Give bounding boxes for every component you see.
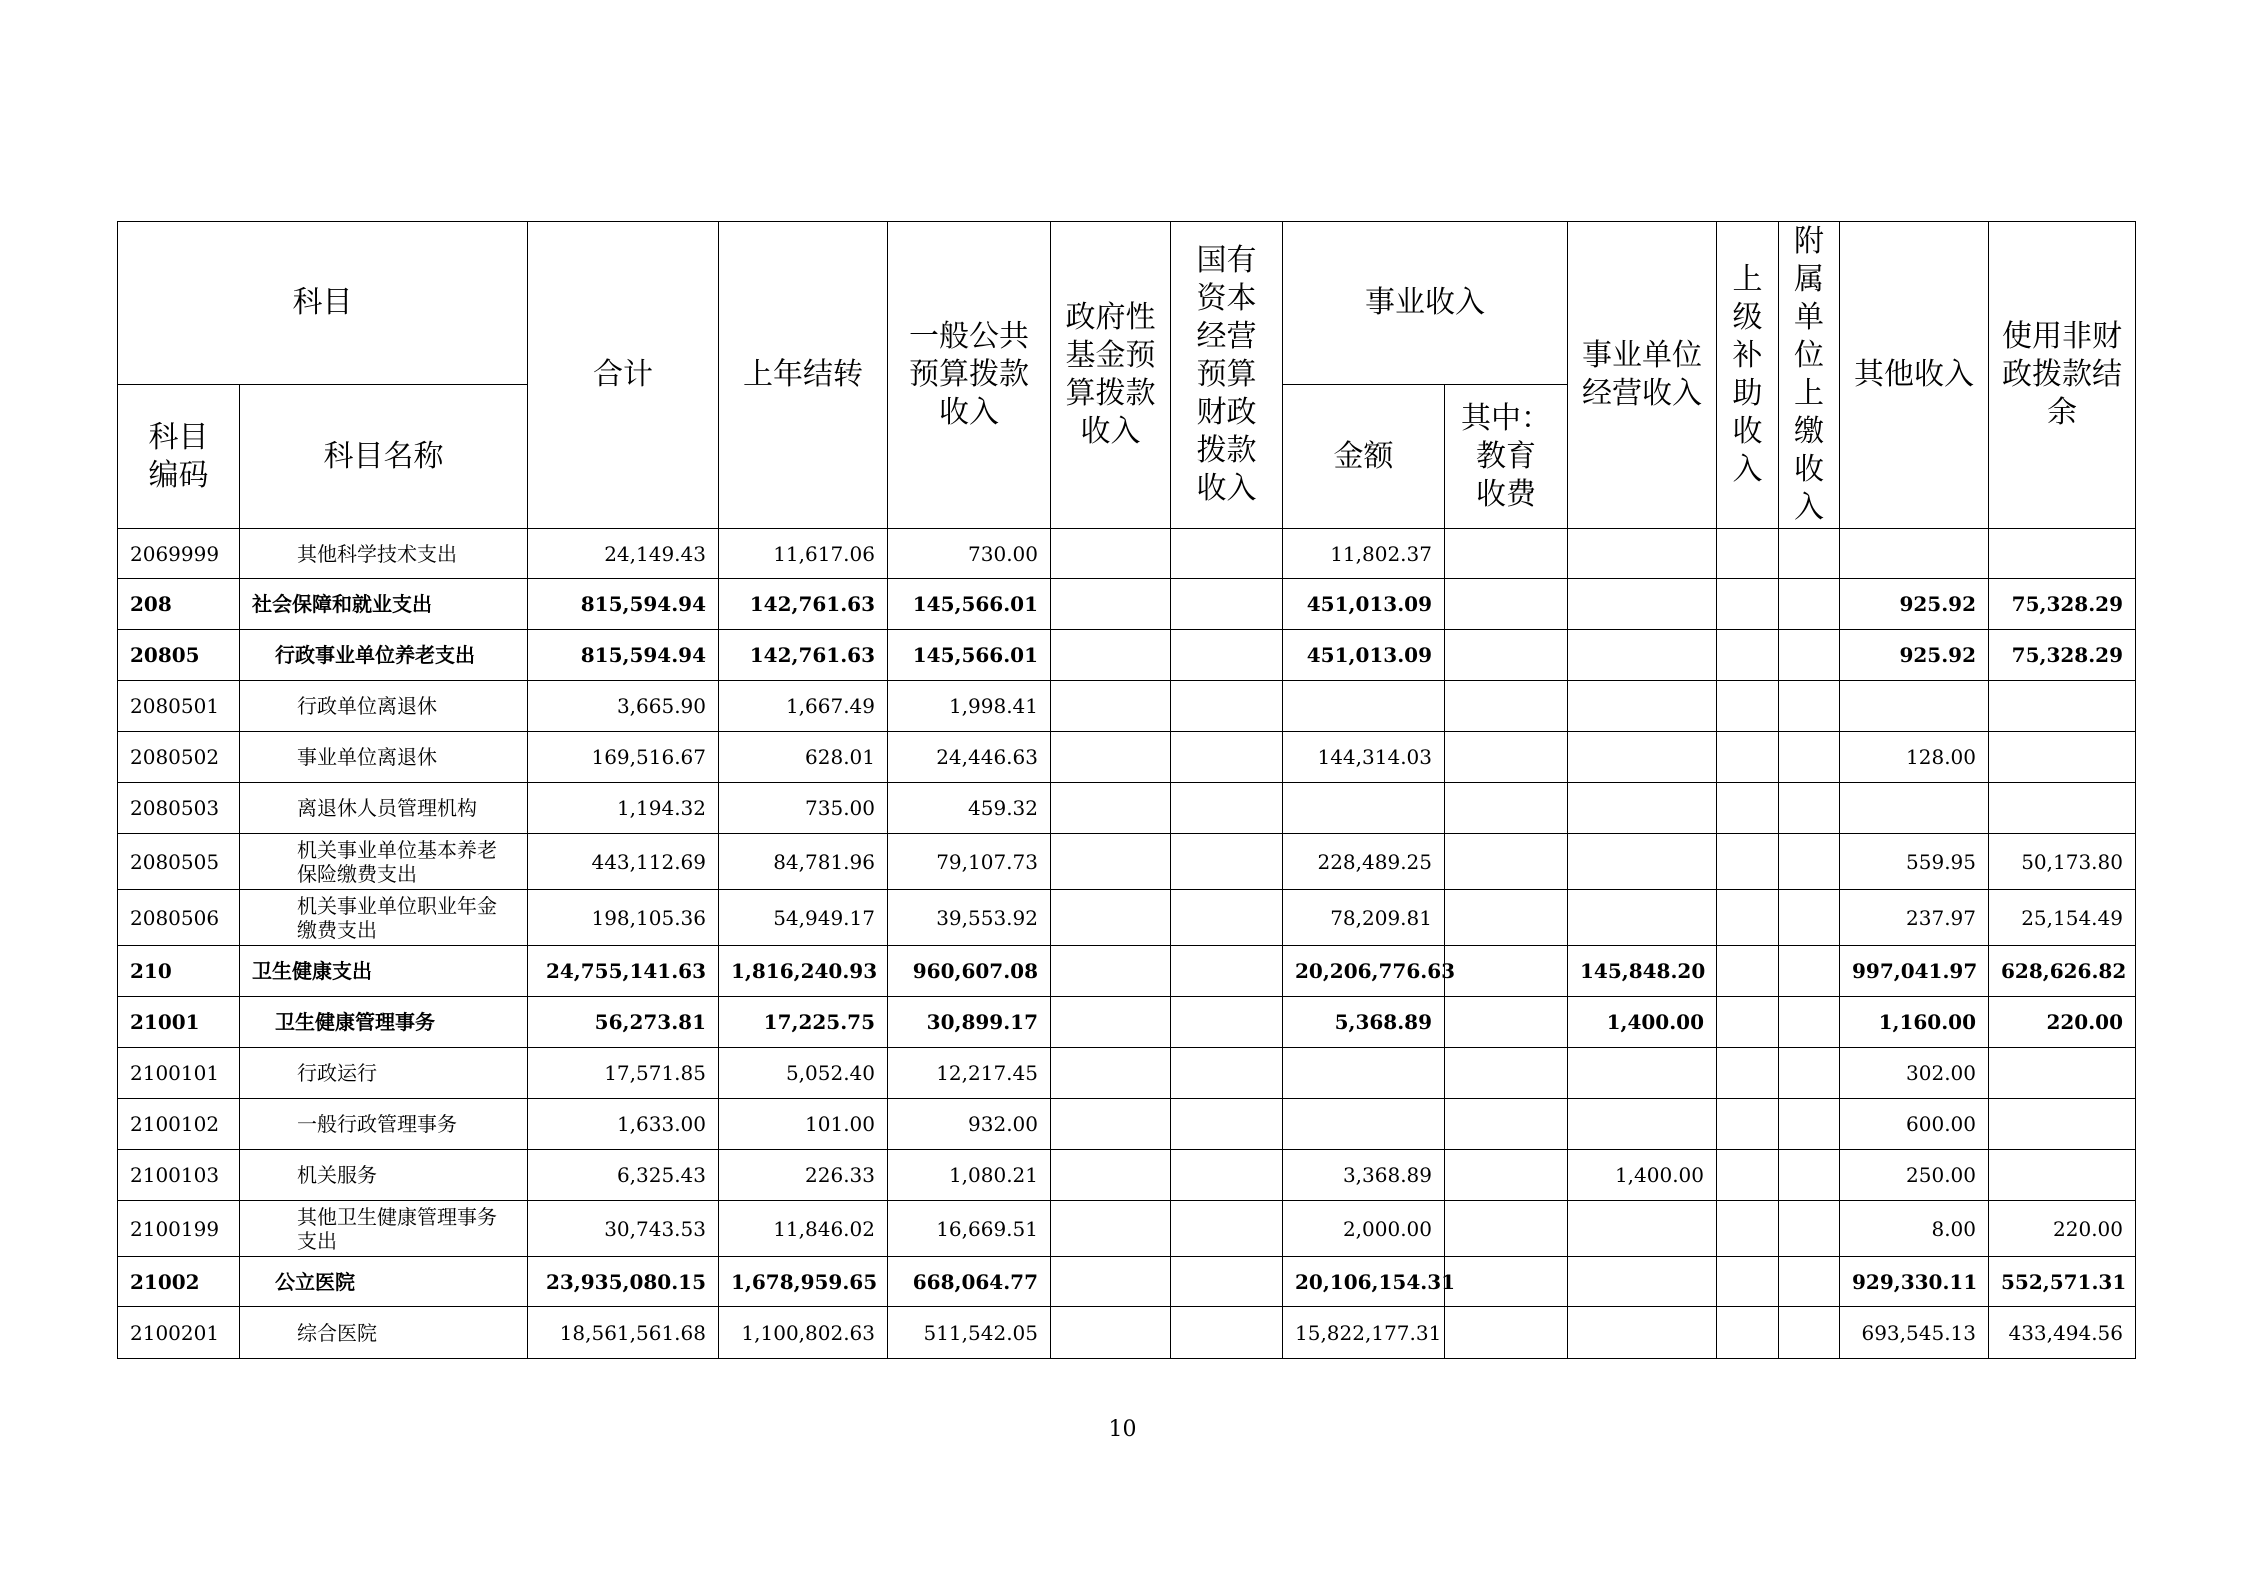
cell-superior-subsidy bbox=[1717, 890, 1779, 946]
cell-general-budget: 932.00 bbox=[888, 1099, 1051, 1150]
cell-operating-income: 1,400.00 bbox=[1568, 997, 1717, 1048]
cell-education-fee bbox=[1445, 1201, 1568, 1257]
cell-operating-income bbox=[1568, 732, 1717, 783]
table-row bbox=[118, 997, 2136, 1048]
header-affiliated-remit: 附 属 单 位 上 缴 收 入 bbox=[1779, 222, 1840, 529]
cell-operating-income bbox=[1568, 783, 1717, 834]
cell-general-budget: 459.32 bbox=[888, 783, 1051, 834]
cell-superior-subsidy bbox=[1717, 1307, 1779, 1359]
cell-general-budget: 145,566.01 bbox=[888, 630, 1051, 681]
cell-affiliated-remit bbox=[1779, 890, 1840, 946]
cell-total: 443,112.69 bbox=[528, 834, 719, 890]
row-code: 2100199 bbox=[118, 1201, 240, 1257]
cell-total: 23,935,080.15 bbox=[528, 1257, 719, 1307]
row-code: 2069999 bbox=[118, 529, 240, 579]
row-name: 一般行政管理事务 bbox=[240, 1099, 528, 1150]
cell-state-capital bbox=[1171, 890, 1283, 946]
cell-carryover: 5,052.40 bbox=[719, 1048, 888, 1099]
cell-other-income: 997,041.97 bbox=[1840, 946, 1989, 997]
row-name: 其他科学技术支出 bbox=[240, 529, 528, 579]
cell-total: 56,273.81 bbox=[528, 997, 719, 1048]
cell-state-capital bbox=[1171, 1257, 1283, 1307]
header-superior-subsidy: 上 级 补 助 收 入 bbox=[1717, 222, 1779, 529]
cell-gov-fund bbox=[1051, 732, 1171, 783]
cell-operating-income bbox=[1568, 630, 1717, 681]
cell-general-budget: 79,107.73 bbox=[888, 834, 1051, 890]
row-code: 2080505 bbox=[118, 834, 240, 890]
cell-education-fee bbox=[1445, 579, 1568, 630]
row-code: 2100101 bbox=[118, 1048, 240, 1099]
cell-superior-subsidy bbox=[1717, 681, 1779, 732]
cell-carryover: 17,225.75 bbox=[719, 997, 888, 1048]
header-general-budget: 一般公共 预算拨款 收入 bbox=[888, 222, 1051, 529]
cell-education-fee bbox=[1445, 783, 1568, 834]
cell-education-fee bbox=[1445, 890, 1568, 946]
cell-carryover: 628.01 bbox=[719, 732, 888, 783]
cell-business-amount bbox=[1283, 1099, 1445, 1150]
cell-education-fee bbox=[1445, 834, 1568, 890]
row-name: 行政单位离退休 bbox=[240, 681, 528, 732]
cell-business-amount: 20,106,154.31 bbox=[1283, 1257, 1445, 1307]
cell-other-income: 237.97 bbox=[1840, 890, 1989, 946]
cell-business-amount: 2,000.00 bbox=[1283, 1201, 1445, 1257]
cell-state-capital bbox=[1171, 946, 1283, 997]
cell-total: 1,633.00 bbox=[528, 1099, 719, 1150]
cell-non-fiscal-balance: 220.00 bbox=[1989, 997, 2136, 1048]
header-subject: 科目 bbox=[118, 222, 528, 385]
cell-state-capital bbox=[1171, 579, 1283, 630]
cell-education-fee bbox=[1445, 529, 1568, 579]
cell-education-fee bbox=[1445, 1150, 1568, 1201]
cell-gov-fund bbox=[1051, 630, 1171, 681]
cell-gov-fund bbox=[1051, 890, 1171, 946]
cell-total: 815,594.94 bbox=[528, 579, 719, 630]
cell-business-amount bbox=[1283, 681, 1445, 732]
cell-total: 815,594.94 bbox=[528, 630, 719, 681]
cell-carryover: 54,949.17 bbox=[719, 890, 888, 946]
cell-state-capital bbox=[1171, 834, 1283, 890]
row-code: 21002 bbox=[118, 1257, 240, 1307]
table-row bbox=[118, 783, 2136, 834]
cell-gov-fund bbox=[1051, 579, 1171, 630]
header-subject-name: 科目名称 bbox=[240, 385, 528, 529]
cell-operating-income bbox=[1568, 1048, 1717, 1099]
cell-other-income: 600.00 bbox=[1840, 1099, 1989, 1150]
cell-superior-subsidy bbox=[1717, 1150, 1779, 1201]
cell-superior-subsidy bbox=[1717, 1099, 1779, 1150]
table-row bbox=[118, 732, 2136, 783]
cell-carryover: 142,761.63 bbox=[719, 630, 888, 681]
cell-other-income: 250.00 bbox=[1840, 1150, 1989, 1201]
cell-carryover: 142,761.63 bbox=[719, 579, 888, 630]
table-row bbox=[118, 890, 2136, 946]
cell-superior-subsidy bbox=[1717, 630, 1779, 681]
cell-operating-income bbox=[1568, 890, 1717, 946]
cell-operating-income bbox=[1568, 579, 1717, 630]
cell-affiliated-remit bbox=[1779, 630, 1840, 681]
cell-business-amount: 5,368.89 bbox=[1283, 997, 1445, 1048]
cell-gov-fund bbox=[1051, 1201, 1171, 1257]
cell-business-amount: 3,368.89 bbox=[1283, 1150, 1445, 1201]
cell-non-fiscal-balance: 50,173.80 bbox=[1989, 834, 2136, 890]
cell-operating-income: 1,400.00 bbox=[1568, 1150, 1717, 1201]
cell-gov-fund bbox=[1051, 1099, 1171, 1150]
cell-operating-income bbox=[1568, 1257, 1717, 1307]
row-code: 2100103 bbox=[118, 1150, 240, 1201]
cell-superior-subsidy bbox=[1717, 579, 1779, 630]
cell-carryover: 11,617.06 bbox=[719, 529, 888, 579]
cell-other-income: 929,330.11 bbox=[1840, 1257, 1989, 1307]
row-code: 2080502 bbox=[118, 732, 240, 783]
cell-operating-income bbox=[1568, 681, 1717, 732]
cell-superior-subsidy bbox=[1717, 1201, 1779, 1257]
cell-general-budget: 30,899.17 bbox=[888, 997, 1051, 1048]
cell-education-fee bbox=[1445, 946, 1568, 997]
cell-carryover: 226.33 bbox=[719, 1150, 888, 1201]
cell-state-capital bbox=[1171, 630, 1283, 681]
cell-superior-subsidy bbox=[1717, 1257, 1779, 1307]
cell-business-amount: 228,489.25 bbox=[1283, 834, 1445, 890]
header-amount: 金额 bbox=[1283, 385, 1445, 529]
row-name: 综合医院 bbox=[240, 1307, 528, 1359]
cell-affiliated-remit bbox=[1779, 997, 1840, 1048]
header-state-capital: 国有 资本 经营 预算 财政 拨款 收入 bbox=[1171, 222, 1283, 529]
cell-non-fiscal-balance: 433,494.56 bbox=[1989, 1307, 2136, 1359]
cell-education-fee bbox=[1445, 630, 1568, 681]
cell-general-budget: 730.00 bbox=[888, 529, 1051, 579]
table-header bbox=[118, 222, 2136, 529]
header-operating-income: 事业单位 经营收入 bbox=[1568, 222, 1717, 529]
cell-education-fee bbox=[1445, 1257, 1568, 1307]
cell-gov-fund bbox=[1051, 1150, 1171, 1201]
page-number: 10 bbox=[1108, 1417, 1137, 1442]
table-row bbox=[118, 1307, 2136, 1359]
cell-other-income bbox=[1840, 529, 1989, 579]
cell-total: 3,665.90 bbox=[528, 681, 719, 732]
cell-non-fiscal-balance bbox=[1989, 783, 2136, 834]
cell-non-fiscal-balance: 25,154.49 bbox=[1989, 890, 2136, 946]
row-name: 机关事业单位职业年金缴费支出 bbox=[240, 890, 528, 946]
header-non-fiscal-balance: 使用非财 政拨款结 余 bbox=[1989, 222, 2136, 529]
table-row bbox=[118, 681, 2136, 732]
cell-other-income: 1,160.00 bbox=[1840, 997, 1989, 1048]
cell-total: 18,561,561.68 bbox=[528, 1307, 719, 1359]
cell-total: 169,516.67 bbox=[528, 732, 719, 783]
cell-business-amount: 15,822,177.31 bbox=[1283, 1307, 1445, 1359]
cell-operating-income: 145,848.20 bbox=[1568, 946, 1717, 997]
header-business-income: 事业收入 bbox=[1283, 222, 1568, 385]
cell-affiliated-remit bbox=[1779, 1048, 1840, 1099]
cell-superior-subsidy bbox=[1717, 732, 1779, 783]
header-carryover: 上年结转 bbox=[719, 222, 888, 529]
cell-business-amount: 11,802.37 bbox=[1283, 529, 1445, 579]
cell-non-fiscal-balance bbox=[1989, 1150, 2136, 1201]
cell-other-income: 693,545.13 bbox=[1840, 1307, 1989, 1359]
row-code: 208 bbox=[118, 579, 240, 630]
cell-non-fiscal-balance bbox=[1989, 1048, 2136, 1099]
cell-education-fee bbox=[1445, 732, 1568, 783]
cell-affiliated-remit bbox=[1779, 1099, 1840, 1150]
row-name: 卫生健康管理事务 bbox=[240, 997, 528, 1048]
header-other-income: 其他收入 bbox=[1840, 222, 1989, 529]
cell-education-fee bbox=[1445, 1099, 1568, 1150]
row-code: 2100102 bbox=[118, 1099, 240, 1150]
row-code: 210 bbox=[118, 946, 240, 997]
table-row bbox=[118, 579, 2136, 630]
cell-education-fee bbox=[1445, 1307, 1568, 1359]
cell-gov-fund bbox=[1051, 529, 1171, 579]
cell-non-fiscal-balance bbox=[1989, 732, 2136, 783]
cell-state-capital bbox=[1171, 681, 1283, 732]
cell-affiliated-remit bbox=[1779, 834, 1840, 890]
cell-affiliated-remit bbox=[1779, 1257, 1840, 1307]
cell-general-budget: 39,553.92 bbox=[888, 890, 1051, 946]
cell-gov-fund bbox=[1051, 783, 1171, 834]
cell-non-fiscal-balance: 628,626.82 bbox=[1989, 946, 2136, 997]
cell-gov-fund bbox=[1051, 1307, 1171, 1359]
table-row bbox=[118, 529, 2136, 579]
cell-total: 24,149.43 bbox=[528, 529, 719, 579]
table-body bbox=[118, 529, 2136, 1359]
cell-non-fiscal-balance: 75,328.29 bbox=[1989, 630, 2136, 681]
cell-state-capital bbox=[1171, 783, 1283, 834]
cell-other-income bbox=[1840, 783, 1989, 834]
header-gov-fund: 政府性 基金预 算拨款 收入 bbox=[1051, 222, 1171, 529]
cell-total: 24,755,141.63 bbox=[528, 946, 719, 997]
cell-carryover: 11,846.02 bbox=[719, 1201, 888, 1257]
cell-general-budget: 1,080.21 bbox=[888, 1150, 1051, 1201]
cell-other-income: 302.00 bbox=[1840, 1048, 1989, 1099]
cell-carryover: 1,816,240.93 bbox=[719, 946, 888, 997]
table-row bbox=[118, 1099, 2136, 1150]
cell-superior-subsidy bbox=[1717, 946, 1779, 997]
cell-non-fiscal-balance: 220.00 bbox=[1989, 1201, 2136, 1257]
cell-affiliated-remit bbox=[1779, 579, 1840, 630]
cell-other-income: 8.00 bbox=[1840, 1201, 1989, 1257]
cell-non-fiscal-balance bbox=[1989, 1099, 2136, 1150]
row-code: 21001 bbox=[118, 997, 240, 1048]
cell-operating-income bbox=[1568, 1307, 1717, 1359]
cell-superior-subsidy bbox=[1717, 834, 1779, 890]
cell-total: 198,105.36 bbox=[528, 890, 719, 946]
cell-superior-subsidy bbox=[1717, 529, 1779, 579]
cell-other-income: 925.92 bbox=[1840, 630, 1989, 681]
cell-carryover: 1,667.49 bbox=[719, 681, 888, 732]
table-row bbox=[118, 1201, 2136, 1257]
table-row bbox=[118, 834, 2136, 890]
row-name: 离退休人员管理机构 bbox=[240, 783, 528, 834]
cell-superior-subsidy bbox=[1717, 783, 1779, 834]
cell-general-budget: 12,217.45 bbox=[888, 1048, 1051, 1099]
cell-carryover: 1,100,802.63 bbox=[719, 1307, 888, 1359]
cell-general-budget: 1,998.41 bbox=[888, 681, 1051, 732]
cell-affiliated-remit bbox=[1779, 529, 1840, 579]
cell-general-budget: 24,446.63 bbox=[888, 732, 1051, 783]
cell-general-budget: 960,607.08 bbox=[888, 946, 1051, 997]
cell-non-fiscal-balance: 75,328.29 bbox=[1989, 579, 2136, 630]
cell-affiliated-remit bbox=[1779, 1307, 1840, 1359]
cell-gov-fund bbox=[1051, 834, 1171, 890]
row-name: 卫生健康支出 bbox=[240, 946, 528, 997]
header-education-fee: 其中： 教育 收费 bbox=[1445, 385, 1568, 529]
cell-general-budget: 145,566.01 bbox=[888, 579, 1051, 630]
cell-operating-income bbox=[1568, 834, 1717, 890]
row-name: 机关事业单位基本养老保险缴费支出 bbox=[240, 834, 528, 890]
cell-state-capital bbox=[1171, 1099, 1283, 1150]
table-row bbox=[118, 1150, 2136, 1201]
cell-state-capital bbox=[1171, 997, 1283, 1048]
cell-carryover: 1,678,959.65 bbox=[719, 1257, 888, 1307]
row-name: 事业单位离退休 bbox=[240, 732, 528, 783]
cell-general-budget: 16,669.51 bbox=[888, 1201, 1051, 1257]
cell-gov-fund bbox=[1051, 1257, 1171, 1307]
cell-affiliated-remit bbox=[1779, 732, 1840, 783]
cell-business-amount: 451,013.09 bbox=[1283, 630, 1445, 681]
cell-business-amount bbox=[1283, 783, 1445, 834]
row-code: 2080501 bbox=[118, 681, 240, 732]
row-code: 20805 bbox=[118, 630, 240, 681]
cell-operating-income bbox=[1568, 1099, 1717, 1150]
cell-other-income: 559.95 bbox=[1840, 834, 1989, 890]
cell-total: 6,325.43 bbox=[528, 1150, 719, 1201]
table-row bbox=[118, 946, 2136, 997]
cell-superior-subsidy bbox=[1717, 1048, 1779, 1099]
header-total: 合计 bbox=[528, 222, 719, 529]
cell-carryover: 101.00 bbox=[719, 1099, 888, 1150]
row-name: 行政运行 bbox=[240, 1048, 528, 1099]
cell-other-income bbox=[1840, 681, 1989, 732]
cell-affiliated-remit bbox=[1779, 681, 1840, 732]
table-row bbox=[118, 1048, 2136, 1099]
row-code: 2100201 bbox=[118, 1307, 240, 1359]
cell-general-budget: 668,064.77 bbox=[888, 1257, 1051, 1307]
cell-business-amount bbox=[1283, 1048, 1445, 1099]
row-name: 机关服务 bbox=[240, 1150, 528, 1201]
cell-total: 1,194.32 bbox=[528, 783, 719, 834]
row-name: 其他卫生健康管理事务支出 bbox=[240, 1201, 528, 1257]
cell-state-capital bbox=[1171, 1150, 1283, 1201]
header-subject-code: 科目 编码 bbox=[118, 385, 240, 529]
cell-education-fee bbox=[1445, 1048, 1568, 1099]
cell-gov-fund bbox=[1051, 681, 1171, 732]
cell-total: 30,743.53 bbox=[528, 1201, 719, 1257]
cell-state-capital bbox=[1171, 1048, 1283, 1099]
cell-business-amount: 144,314.03 bbox=[1283, 732, 1445, 783]
cell-carryover: 84,781.96 bbox=[719, 834, 888, 890]
budget-table bbox=[117, 221, 2136, 1359]
cell-affiliated-remit bbox=[1779, 1150, 1840, 1201]
cell-carryover: 735.00 bbox=[719, 783, 888, 834]
row-code: 2080506 bbox=[118, 890, 240, 946]
row-name: 公立医院 bbox=[240, 1257, 528, 1307]
cell-gov-fund bbox=[1051, 997, 1171, 1048]
cell-affiliated-remit bbox=[1779, 946, 1840, 997]
cell-superior-subsidy bbox=[1717, 997, 1779, 1048]
cell-education-fee bbox=[1445, 997, 1568, 1048]
cell-other-income: 128.00 bbox=[1840, 732, 1989, 783]
cell-non-fiscal-balance bbox=[1989, 529, 2136, 579]
row-name: 行政事业单位养老支出 bbox=[240, 630, 528, 681]
cell-state-capital bbox=[1171, 732, 1283, 783]
cell-business-amount: 78,209.81 bbox=[1283, 890, 1445, 946]
cell-education-fee bbox=[1445, 681, 1568, 732]
table-row bbox=[118, 630, 2136, 681]
cell-gov-fund bbox=[1051, 1048, 1171, 1099]
row-name: 社会保障和就业支出 bbox=[240, 579, 528, 630]
cell-business-amount: 20,206,776.63 bbox=[1283, 946, 1445, 997]
cell-general-budget: 511,542.05 bbox=[888, 1307, 1051, 1359]
cell-gov-fund bbox=[1051, 946, 1171, 997]
cell-operating-income bbox=[1568, 529, 1717, 579]
row-code: 2080503 bbox=[118, 783, 240, 834]
cell-operating-income bbox=[1568, 1201, 1717, 1257]
cell-total: 17,571.85 bbox=[528, 1048, 719, 1099]
cell-business-amount: 451,013.09 bbox=[1283, 579, 1445, 630]
cell-non-fiscal-balance bbox=[1989, 681, 2136, 732]
cell-state-capital bbox=[1171, 1307, 1283, 1359]
cell-affiliated-remit bbox=[1779, 783, 1840, 834]
cell-state-capital bbox=[1171, 1201, 1283, 1257]
cell-affiliated-remit bbox=[1779, 1201, 1840, 1257]
cell-other-income: 925.92 bbox=[1840, 579, 1989, 630]
table-row bbox=[118, 1257, 2136, 1307]
cell-state-capital bbox=[1171, 529, 1283, 579]
cell-non-fiscal-balance: 552,571.31 bbox=[1989, 1257, 2136, 1307]
